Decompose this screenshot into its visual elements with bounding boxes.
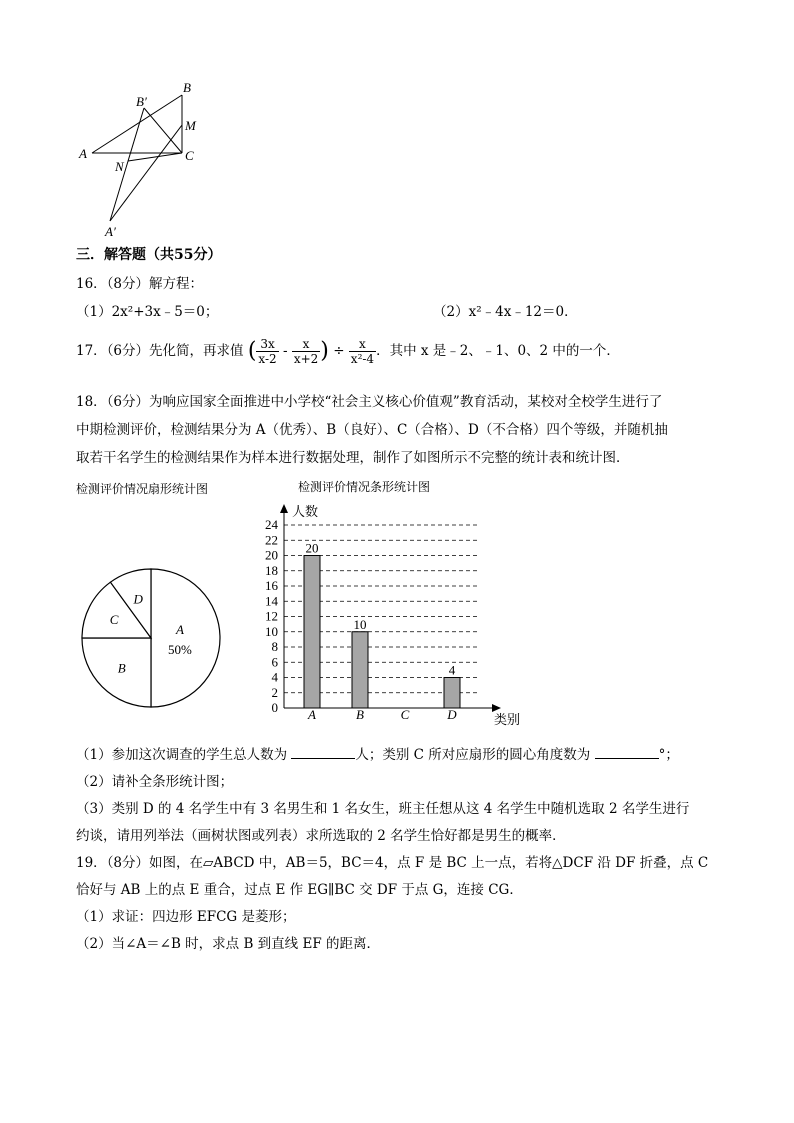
q19-sub1: （1）求证：四边形 EFCG 是菱形； [76,909,296,925]
q16-part1-equation: 2x²+3x﹣5＝0； [111,304,219,320]
bar-a [304,556,320,709]
fraction-2-numerator: x [292,337,320,352]
bar-chart-title: 检测评价情况条形统计图 [298,480,431,494]
y-tick-label: 8 [271,639,278,654]
q16-number: 16． [76,276,107,292]
fraction-1-numerator: 3x [256,337,278,352]
y-axis-label: 人数 [292,504,319,519]
x-axis-arrow [492,704,501,712]
fraction-3-numerator: x [349,337,376,352]
label-n: N [115,159,124,174]
q18-sub3-line2: 约谈，请用列举法（画树状图或列表）求所选取的 2 名学生恰好都是男生的概率． [76,828,566,844]
y-tick-label: 0 [271,700,278,715]
pie-chart [76,563,226,713]
y-tick-label: 24 [265,517,278,532]
q18-sub1 [76,743,679,763]
bar-value-label-b: 10 [353,616,367,632]
fraction-3 [349,337,376,366]
pie-label-a: A [176,622,184,637]
y-tick-label: 20 [265,547,278,563]
section-title: 三．解答题（共55分） [76,247,222,263]
fraction-3-denominator: x²-4 [350,352,375,366]
q19-line1: 如图，在▱ABCD 中，AB＝5，BC＝4，点 F 是 BC 上一点，若将△DCF 沿 DF 折叠，点 C [149,855,709,871]
x-category-label-c: C [400,707,410,722]
q19-score: （8分） [106,855,150,871]
q16-part2 [433,300,578,320]
q18-line1: 为响应国家全面推进中小学校“社会主义核心价值观”教育活动，某校对全校学生进行了 [149,394,663,410]
y-tick-label: 22 [265,532,278,548]
q18-sub2: （2）请补全条形统计图； [76,774,234,790]
pie-label-b: B [117,660,126,676]
q16-part2-label: （2） [433,304,469,320]
q18-score: （6分） [106,394,150,410]
fraction-1-denominator: x-2 [258,352,277,366]
q16-part1-label: （1） [76,304,112,320]
q16-part1 [76,300,218,320]
pie-chart-title: 检测评价情况扇形统计图 [76,482,209,496]
x-category-label-d: D [447,707,457,722]
q16-score: （8分） [106,276,150,292]
question-19-line2: 恰好与 AB 上的点 E 重合，过点 E 作 EG∥BC 交 DF 于点 G，连接 CG． [76,882,523,898]
bar-b [352,632,368,708]
question-18-line1 [76,390,662,410]
q16-part2-equation: x²﹣4x﹣12＝0． [468,304,578,320]
pie-percent-a: 50% [168,642,192,657]
q18-sub1-text-a: （1）参加这次调查的学生总人数为 [76,747,288,763]
q19-sub2: （2）当∠A＝∠B 时，求点 B 到直线 EF 的距离． [76,936,380,952]
bar-value-label-a: 20 [305,540,319,556]
q17-prompt: 先化简，再求值 [149,343,244,359]
question-18-line3: 取若干名学生的检测结果作为样本进行数据处理，制作了如图所示不完整的统计表和统计图． [76,450,630,466]
q17-score: （6分） [106,343,150,359]
pie-label-d: D [133,591,143,607]
pie-slice-b [82,638,151,707]
label-c: C [185,148,194,163]
answer-blank-total[interactable] [291,746,355,759]
fraction-1 [256,337,278,366]
y-tick-label: 18 [265,562,278,578]
label-aprime: A′ [105,224,116,239]
y-tick-label: 4 [271,669,278,685]
y-tick-label: 12 [265,608,278,624]
answer-blank-angle[interactable] [595,746,659,759]
q18-number: 18． [76,394,107,410]
fraction-2 [292,337,320,366]
x-category-label-a: A [308,707,316,722]
x-category-label-b: B [356,707,364,722]
y-tick-label: 16 [265,578,278,593]
q19-number: 19． [76,855,107,871]
pie-slice-a [151,569,220,707]
divide-sign: ÷ [333,343,345,359]
q18-sub3-line1: （3）类别 D 的 4 名学生中有 3 名男生和 1 名女生，班主任想从这 4 名学生中随机选取 2 名学生进行 [76,801,690,817]
q18-sub1-text-b: 人；类别 C 所对应扇形的圆心角度数为 [355,747,591,763]
q17-tail: ．其中 x 是﹣2、﹣1、0、2 中的一个． [376,343,620,359]
close-paren: ) [320,338,329,364]
bar-value-label-d: 4 [448,662,456,678]
bar-chart [252,500,532,730]
fraction-2-denominator: x+2 [293,352,319,366]
y-tick-label: 14 [265,593,278,609]
minus-sign: - [282,343,288,359]
pie-label-c: C [109,612,119,628]
segment-nc [128,153,182,161]
q18-sub1-text-c: °； [658,747,679,763]
y-tick-label: 10 [265,623,278,639]
y-tick-label: 2 [271,684,278,700]
bar-d [444,678,460,709]
question-16 [76,272,203,292]
question-17 [76,336,620,367]
label-m: M [185,118,196,133]
label-bprime: B′ [136,94,147,109]
segment-bpc [144,108,182,153]
open-paren: ( [247,338,257,364]
label-b: B [183,80,191,95]
question-18-line2: 中期检测评价，检测结果分为 A（优秀）、B（良好）、C（合格）、D（不合格）四个等级，并随机抽 [76,422,668,438]
question-19-line1 [76,851,708,871]
geometry-figure [70,78,210,243]
y-axis-arrow [280,504,288,513]
q16-prompt: 解方程： [149,276,204,292]
label-a: A [79,146,87,161]
y-tick-label: 6 [271,654,278,670]
q17-number: 17． [76,343,107,359]
x-axis-label: 类别 [494,712,521,727]
